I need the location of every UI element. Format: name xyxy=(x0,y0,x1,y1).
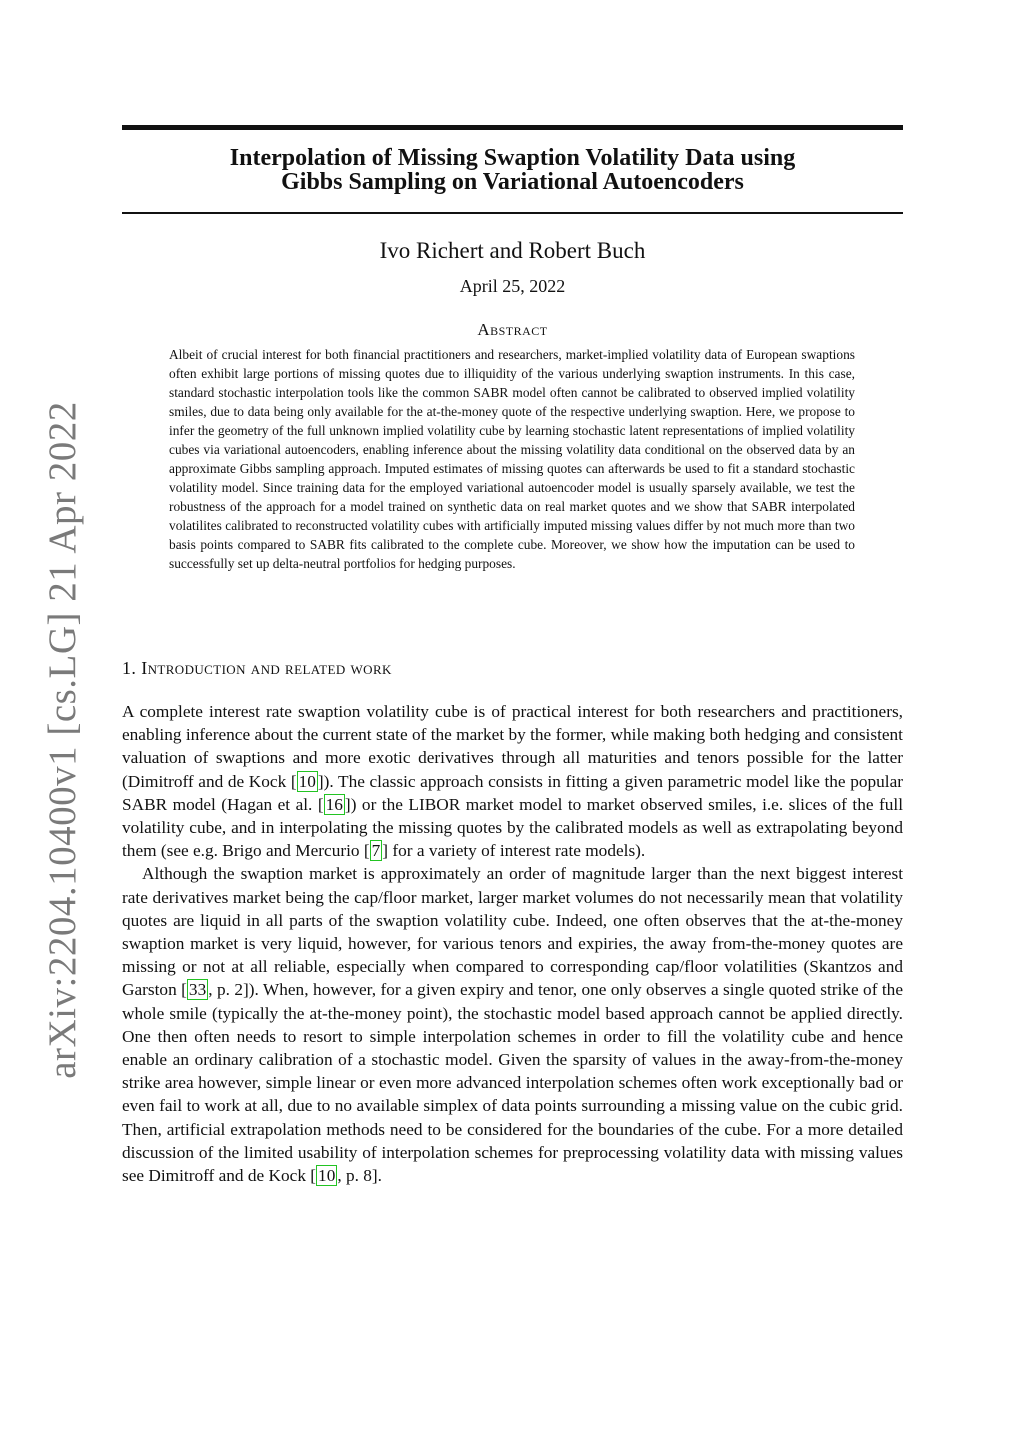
title-line-2: Gibbs Sampling on Variational Autoencoders xyxy=(281,169,744,195)
title-line-1: Interpolation of Missing Swaption Volatility Data using xyxy=(229,145,796,171)
section-heading: 1. Introduction and related work xyxy=(122,658,392,678)
para1-text-2: ). The classic approach consists in fitting a given parametric model like the popular SABR model (Hagan et al. xyxy=(122,771,903,814)
arxiv-side-stamp: arXiv:2204.10400v1 [cs.LG] 21 Apr 2022 xyxy=(41,401,84,1079)
citation-link[interactable]: 16 xyxy=(325,794,343,814)
citation-link[interactable]: 10 xyxy=(298,771,316,791)
authors: Ivo Richert and Robert Buch xyxy=(379,238,646,263)
abstract-text: Albeit of crucial interest for both financial practitioners and researchers, market-implied volatility data of European swaptions often exhibit large portions of missing quotes due to illiquidity of the various underlying swaption instruments. In this case, standard stochastic interpolation tools like the common SABR model often cannot be calibrated to observed implied volatility smiles, due to data being only available for the at-the-money quote of the respective underlying swaption. Here, we propose to infer the geometry of the full unknown implied volatility cube by learning stochastic latent representations of implied volatility cubes via variational autoencoders, enabling inference about the missing volatility data conditional on the observed data by an approximate Gibbs sampling approach. Imputed estimates of missing quotes can afterwards be used to fit a standard stochastic volatility model. Since training data for the employed variational autoencoder model is usually sparsely available, we test the robustness of the approach for a model trained on synthetic data on real market quotes and we show that SABR interpolated volatilites calibrated to reconstructed volatility cubes with artificially imputed missing values differ by not much more than two basis points compared to SABR fits calibrated to the complete cube. Moreover, we show how the imputation can be used to successfully set up delta-neutral portfolios for hedging purposes. xyxy=(169,347,855,571)
citation-link[interactable]: 10 xyxy=(318,1166,336,1186)
para2-text-2: , p. 2]). When, however, for a given expiry and tenor, one only observes a single quoted strike of the whole smile (typically the at-the-money point), the stochastic model based approach cannot be applied directly. One then often needs to resort to simple interpolation schemes in order to fill the volatility cube and hence enable an ordinary calibration of a stochastic model. Given the sparsity of values in the away-from-the-money strike area however, simple linear or even more advanced interpolation schemes often work exceptionally bad or even fail to work at all, due to no available simplex of data points surrounding a missing value on the cubic grid. Then, artificial extrapolation methods need to be considered for the boundaries of the cube. For a more detailed discussion of the limited usability of interpolation schemes for preprocessing volatility data with missing values see Dimitroff and de Kock xyxy=(122,980,903,1186)
citation-link[interactable]: 33 xyxy=(188,980,207,1000)
para1-text-1: A complete interest rate swaption volatility cube is of practical interest for both researchers and practitioners, enabling inference about the current state of the market by the former, while making both hedging and consistent valuation of swaptions and more exotic derivatives through all maturities and tenors possible for the latter (Dimitroff and de Kock xyxy=(122,702,903,791)
para2-text-1: Although the swaption market is approximately an order of magnitude larger than the next biggest interest rate derivatives market being the cap/floor market, larger market volumes do not necessarily mean that volatility quotes are liquid in all parts of the swaption volatility cube. Indeed, one often observes that the at-the-money swaption market is very liquid, however, for various tenors and expiries, the away from-the-money quotes are missing or not at all reliable, especially when compared to corresponding cap/floor volatilities (Skantzos and Garston xyxy=(122,864,903,1000)
date: April 25, 2022 xyxy=(459,276,566,296)
paragraph-2: Although the swaption market is approximately an order of magnitude larger than the next biggest interest rate derivatives market being the cap/floor market, larger market volumes do not necessarily mean that volatility quotes are liquid in all parts of the swaption volatility cube. Indeed, one often observes that the at-the-money swaption market is very liquid, however, for various tenors and expiries, the away from-the-money quotes are missing or not at all reliable, especially when compared to corresponding cap/floor volatilities (Skantzos and Garston [ 33 , p. 2]). When, however, for a given expiry and tenor, one only observes a single quoted strike of the whole smile (typically the at-the-money point), the stochastic model based approach cannot be applied directly. One then often needs to resort to simple interpolation schemes in order to fill the volatility cube and hence enable an ordinary calibration of a stochastic model. Given the sparsity of values in the away-from-the-money strike area however, simple linear or even more advanced interpolation schemes often work exceptionally bad or even fail to work at all, due to no available simplex of data points surrounding a missing value on the cubic grid. Then, artificial extrapolation methods need to be considered for the boundaries of the cube. For a more detailed discussion of the limited usability of interpolation schemes for preprocessing volatility data with missing values see Dimitroff and de Kock [ 10 , p. 8]. xyxy=(122,864,903,1186)
title-top-rule xyxy=(122,125,903,130)
body-text xyxy=(122,700,903,1187)
paper-title xyxy=(122,146,903,194)
abstract-heading: Abstract xyxy=(477,320,548,339)
citation-link[interactable]: 7 xyxy=(371,841,381,861)
para2-text-3: , p. 8]. xyxy=(337,1166,382,1186)
paragraph-1: A complete interest rate swaption volatility cube is of practical interest for both researchers and practitioners, enabling inference about the current state of the market by the former, while making both hedging and consistent valuation of swaptions and more exotic derivatives through all maturities and tenors possible for the latter (Dimitroff and de Kock [ 10 ]). The classic approach consists in fitting a given parametric model like the popular SABR model (Hagan et al. [ 16 ]) or the LIBOR market model to market observed smiles, i.e. slices of the full volatility cube, and in interpolating the missing quotes by the calibrated models as well as extrapolating beyond them (see e.g. Brigo and Mercurio [ 7 ] for a variety of interest rate models). xyxy=(122,702,903,861)
para1-text-4: for a variety of interest rate models). xyxy=(388,841,646,861)
title-bottom-rule xyxy=(122,212,903,214)
para1-text-3: ) or the LIBOR market model to market observed smiles, i.e. slices of the full volatility cube, and in interpolating the missing quotes by the calibrated models as well as extrapolating beyond them (see e.g. Brigo and Mercurio xyxy=(122,794,903,861)
